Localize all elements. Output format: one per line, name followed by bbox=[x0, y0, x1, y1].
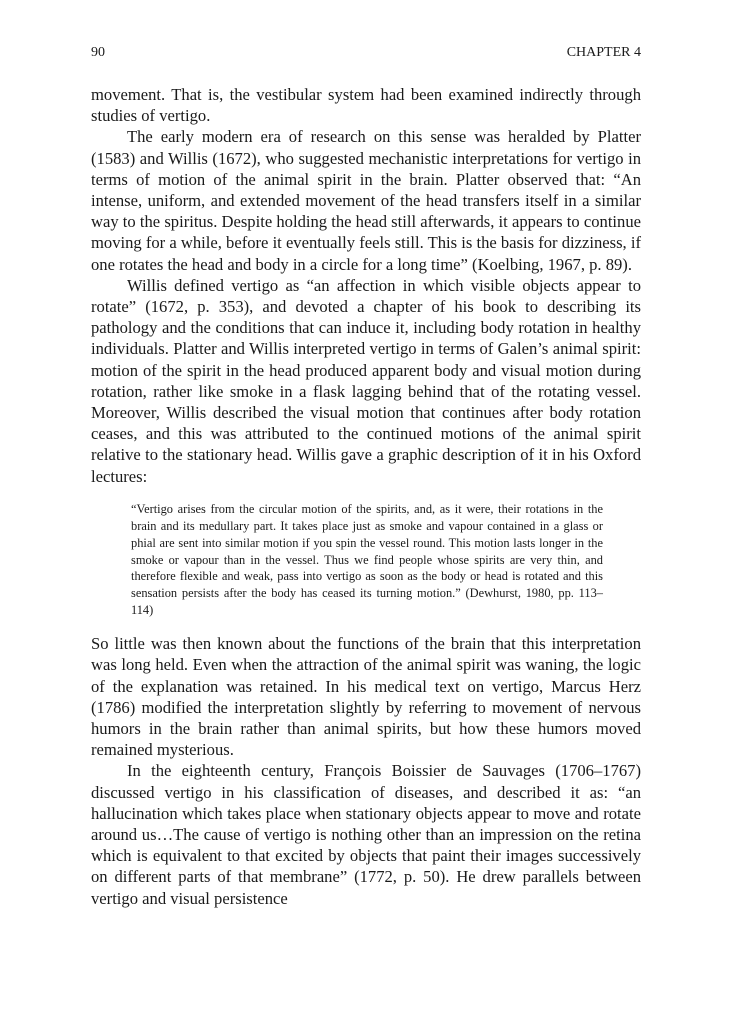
running-head bbox=[91, 44, 641, 62]
paragraph-continuation: movement. That is, the vestibular system had been examined indirectly through studies of vertigo. bbox=[91, 85, 641, 126]
body-text bbox=[91, 84, 641, 909]
chapter-label: CHAPTER 4 bbox=[566, 45, 641, 60]
book-page bbox=[91, 44, 641, 909]
paragraph-interpretation-held: So little was then known about the functions of the brain that this interpretation was long held. Even when the attraction of the animal spirit was waning, the logic of the explanation was retained. In his medical text on vertigo, Marcus Herz (1786) modified the interpretation slightly by referring to movement of nervous humors in the brain rather than animal spirits, but how these humors moved remained mysterious. bbox=[91, 634, 641, 760]
block-quote-willis: “Vertigo arises from the circular motion of the spirits, and, as it were, their rotations in the brain and its medullary part. It takes place just as smoke and vapour contained in a glass or phial are sent into similar motion if you spin the vessel round. This motion lasts longer in the smoke or vapour than in the vessel. Thus we find people whose spirits are very thin, and therefore flexible and weak, pass into vertigo as soon as the body or head is rotated and this sensation persists after the body has ceased its turning motion.” (Dewhurst, 1980, pp. 113–114) bbox=[131, 501, 603, 618]
paragraph-platter-willis: The early modern era of research on this sense was heralded by Platter (1583) and Willis (1672), who suggested mechanistic interpretations for vertigo in terms of motion of the animal spirit in the brain. Platter observed that: “An intense, uniform, and extended movement of the head transfers itself in a similar way to the spiritus. Despite holding the head still afterwards, it appears to continue moving for a while, before it eventually feels still. This is the basis for dizziness, if one rotates the head and body in a circle for a long time” (Koelbing, 1967, p. 89). bbox=[91, 127, 641, 274]
page-number: 90 bbox=[91, 45, 105, 60]
paragraph-sauvages: In the eighteenth century, François Boissier de Sauvages (1706–1767) discussed vertigo in his classification of diseases, and described it as: “an hallucination which takes place when stationary objects appear to move and rotate around us…The cause of vertigo is nothing other than an impression on the retina which is equivalent to that excited by objects that paint their images successively on different parts of that membrane” (1772, p. 50). He drew parallels between vertigo and visual persistence bbox=[91, 761, 641, 908]
paragraph-willis-definition: Willis defined vertigo as “an affection in which visible objects appear to rotate” (1672, p. 353), and devoted a chapter of his book to describing its pathology and the conditions that can induce it, including body rotation in healthy individuals. Platter and Willis interpreted vertigo in terms of Galen’s animal spirit: motion of the spirit in the head produced apparent body and visual motion during rotation, rather like smoke in a flask lagging behind that of the rotating vessel. Moreover, Willis described the visual motion that continues after body rotation ceases, and this was attributed to the continued motions of the animal spirit relative to the stationary head. Willis gave a graphic description of it in his Oxford lectures: bbox=[91, 275, 641, 486]
